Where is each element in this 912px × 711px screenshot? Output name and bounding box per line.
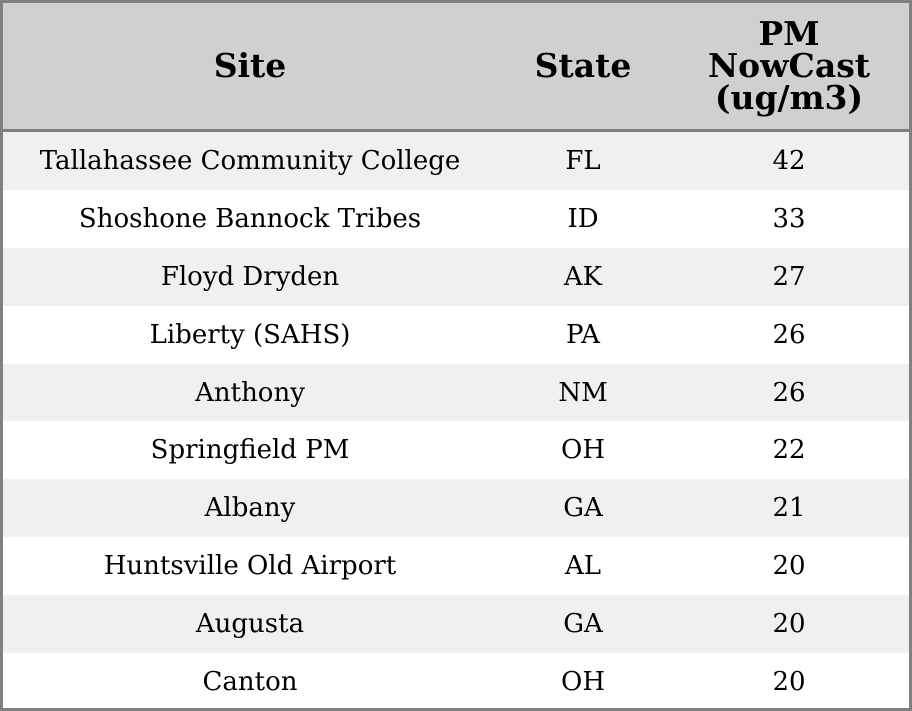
cell-pm-value: 33	[772, 203, 806, 234]
cell-site: Shoshone Bannock Tribes	[78, 203, 422, 234]
header-site-label: Site	[213, 46, 287, 85]
cell-pm-value: 22	[772, 435, 806, 466]
cell-site: Huntsville Old Airport	[103, 551, 397, 582]
cell-site: Canton	[202, 666, 298, 697]
table-row	[3, 248, 909, 306]
header-state	[497, 3, 669, 129]
cell-site: Liberty (SAHS)	[149, 319, 351, 350]
table-row	[3, 190, 909, 248]
table-row	[3, 537, 909, 595]
cell-site: Floyd Dryden	[160, 261, 340, 292]
cell-site: Springfield PM	[150, 435, 350, 466]
cell-site: Tallahassee Community College	[39, 145, 461, 176]
cell-state: GA	[563, 609, 603, 640]
cell-pm-value: 20	[772, 666, 806, 697]
table-row	[3, 306, 909, 364]
cell-pm-value: 26	[772, 319, 806, 350]
table-row	[3, 132, 909, 190]
table-body	[3, 132, 909, 711]
cell-state: ID	[567, 203, 599, 234]
cell-site: Augusta	[195, 609, 305, 640]
cell-pm-value: 20	[772, 551, 806, 582]
cell-state: AL	[564, 551, 602, 582]
cell-pm-value: 27	[772, 261, 806, 292]
cell-state: PA	[566, 319, 600, 350]
cell-state: OH	[561, 666, 605, 697]
cell-pm-value: 42	[772, 145, 806, 176]
cell-pm-value: 20	[772, 609, 806, 640]
cell-state: OH	[561, 435, 605, 466]
header-pm-line2: NowCast	[707, 46, 871, 85]
header-pm-line1: PM	[758, 14, 820, 53]
table-row	[3, 421, 909, 479]
cell-state: FL	[565, 145, 601, 176]
table-row	[3, 364, 909, 422]
cell-pm-value: 26	[772, 377, 806, 408]
cell-site: Anthony	[195, 377, 305, 408]
table-row	[3, 653, 909, 711]
table-header	[3, 3, 909, 132]
cell-site: Albany	[204, 493, 296, 524]
header-site	[3, 3, 497, 129]
table-row	[3, 595, 909, 653]
header-pm-nowcast	[669, 3, 909, 129]
header-state-label: State	[534, 46, 632, 85]
table-row	[3, 479, 909, 537]
cell-state: NM	[558, 377, 608, 408]
cell-pm-value: 21	[772, 493, 806, 524]
cell-state: AK	[563, 261, 603, 292]
cell-state: GA	[563, 493, 603, 524]
header-pm-line3: (ug/m3)	[714, 78, 864, 117]
